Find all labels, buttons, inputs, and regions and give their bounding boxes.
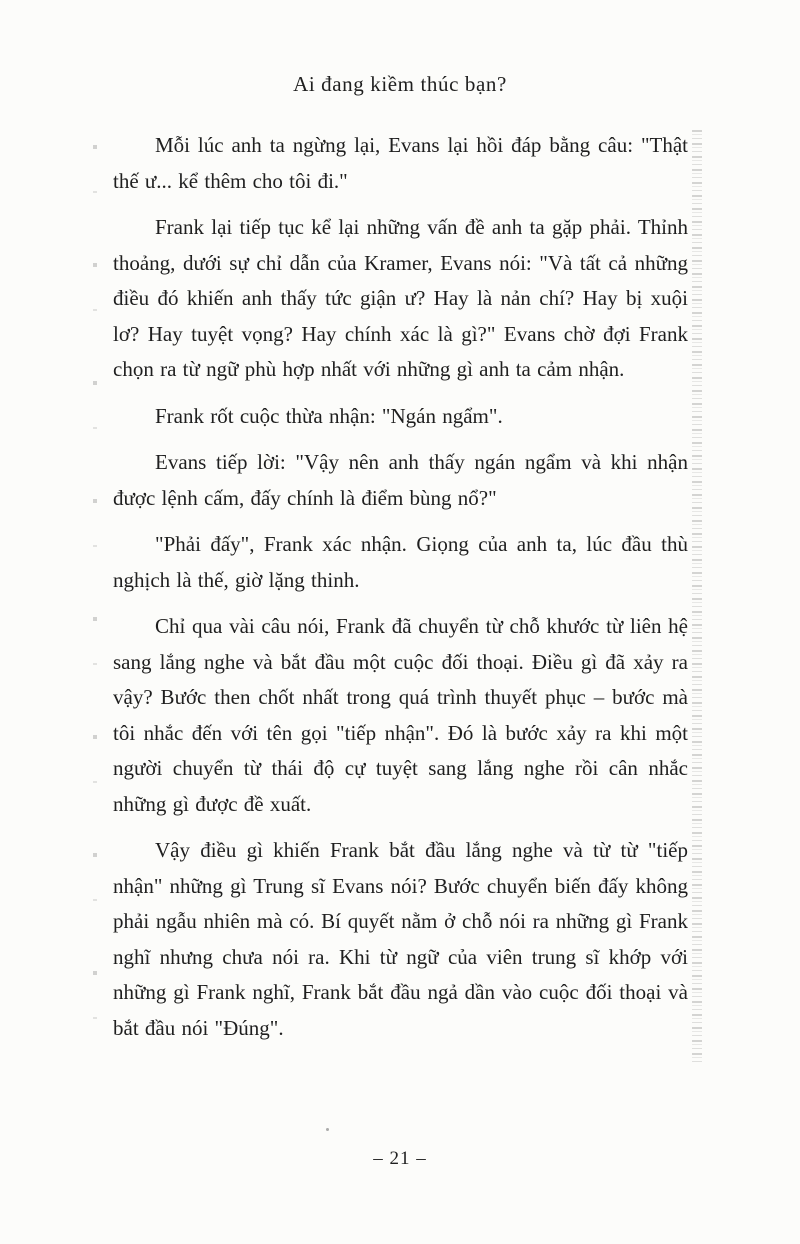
paragraph: Mỗi lúc anh ta ngừng lại, Evans lại hồi đáp bằng câu: "Thật thế ư... kể thêm cho tôi đi." bbox=[113, 133, 688, 193]
body-text bbox=[113, 128, 688, 1057]
paragraph: Evans tiếp lời: "Vậy nên anh thấy ngán ngẩm và khi nhận được lệnh cấm, đấy chính là điểm bùng nổ?" bbox=[113, 450, 688, 510]
paragraph: Frank lại tiếp tục kể lại những vấn đề anh ta gặp phải. Thỉnh thoảng, dưới sự chỉ dẫn của Kramer, Evans nói: "Và tất cả những điều đó khiến anh thấy tức giận ư? Hay là nản chí? Hay bị xuội lơ? Hay tuyệt vọng? Hay chính xác là gì?" Evans chờ đợi Frank chọn ra từ ngữ phù hợp nhất với những gì anh ta cảm nhận. bbox=[113, 215, 688, 381]
paragraph: Frank rốt cuộc thừa nhận: "Ngán ngẩm". bbox=[155, 403, 503, 428]
running-header: Ai đang kiềm thúc bạn? bbox=[293, 72, 507, 96]
page-number: – 21 – bbox=[373, 1148, 427, 1169]
scan-artifact-dot bbox=[326, 1128, 329, 1131]
scan-artifact-left bbox=[93, 145, 97, 1060]
paragraph: Chỉ qua vài câu nói, Frank đã chuyển từ chỗ khước từ liên hệ sang lắng nghe và bắt đầu một cuộc đối thoại. Điều gì đã xảy ra vậy? Bước then chốt nhất trong quá trình thuyết phục – bước mà tôi nhắc đến với tên gọi "tiếp nhận". Đó là bước xảy ra khi một người chuyển từ thái độ cự tuyệt sang lắng nghe rồi cân nhắc những gì được đề xuất. bbox=[113, 614, 688, 816]
paragraph: "Phải đấy", Frank xác nhận. Giọng của anh ta, lúc đầu thù nghịch là thế, giờ lặng thinh. bbox=[113, 532, 688, 592]
scan-artifact-right bbox=[692, 130, 702, 1065]
paragraph: Vậy điều gì khiến Frank bắt đầu lắng nghe và từ từ "tiếp nhận" những gì Trung sĩ Evans nói? Bước chuyển biến đấy không phải ngẫu nhiên mà có. Bí quyết nằm ở chỗ nói ra những gì Frank nghĩ nhưng chưa nói ra. Khi từ ngữ của viên trung sĩ khớp với những gì Frank nghĩ, Frank bắt đầu ngả dần vào cuộc đối thoại và bắt đầu nói "Đúng". bbox=[113, 838, 688, 1040]
